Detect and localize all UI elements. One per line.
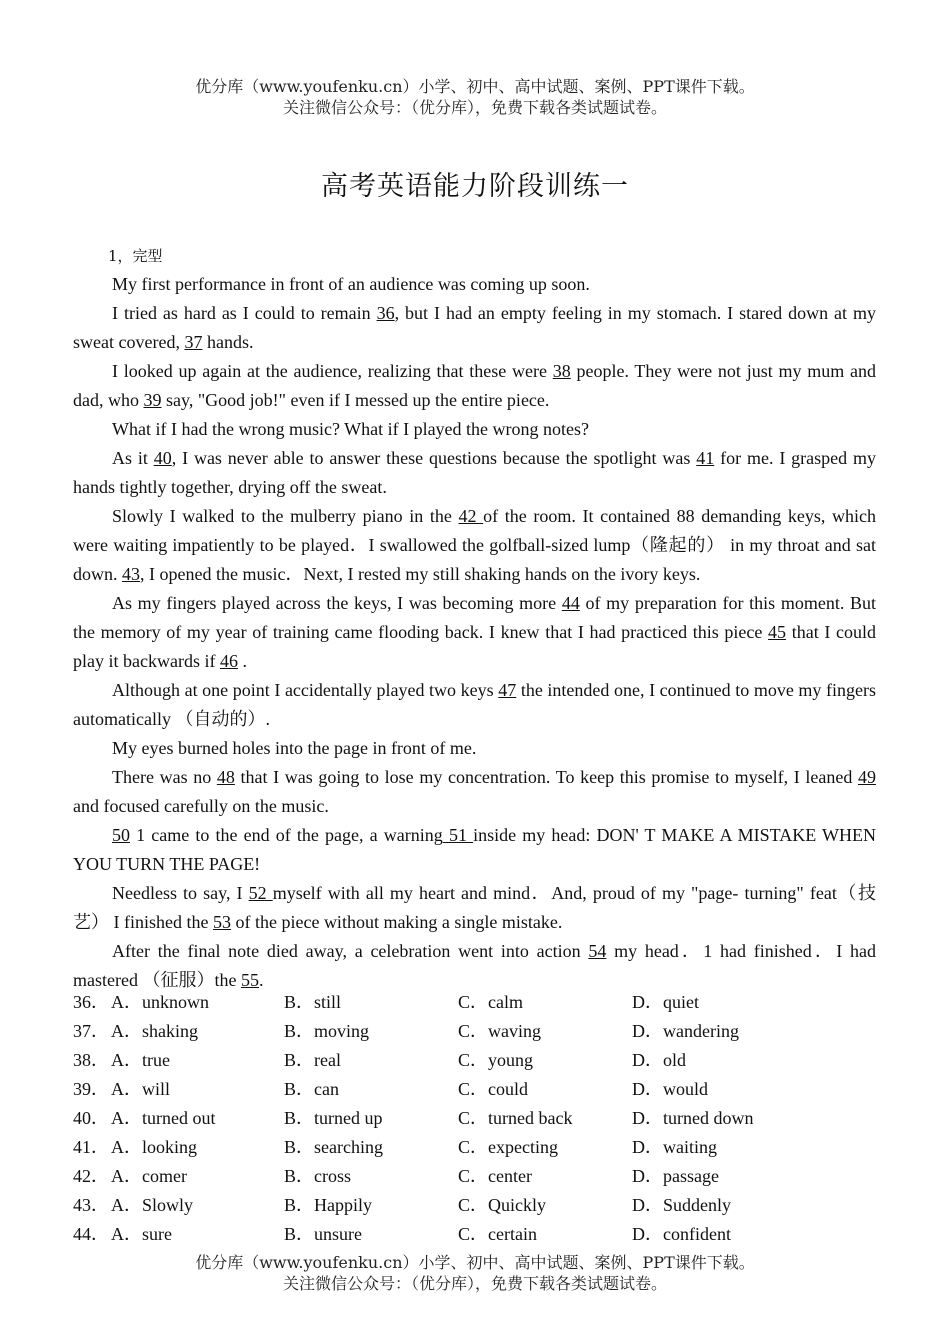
option-row bbox=[73, 1162, 893, 1191]
passage-text: . bbox=[258, 970, 264, 990]
option-c: C．Quickly bbox=[458, 1195, 546, 1215]
option-d: D．turned down bbox=[632, 1108, 754, 1128]
passage-text: There was no bbox=[112, 767, 217, 787]
passage-text: that I was going to lose my concentration. To keep this promise to myself, I leaned bbox=[234, 767, 858, 787]
option-b: B．cross bbox=[284, 1166, 351, 1186]
option-row bbox=[73, 1075, 893, 1104]
passage-text: my head．1 had finished．I had mastered （征服）the bbox=[73, 941, 876, 990]
passage-paragraph bbox=[73, 270, 876, 299]
passage-text: myself with all my heart and mind．And, proud of my "page- turning" feat（技艺） I finished the bbox=[73, 883, 876, 932]
passage-text: . bbox=[237, 651, 247, 671]
passage-text: of the piece without making a single mistake. bbox=[230, 912, 563, 932]
question-number: 38． bbox=[73, 1050, 109, 1070]
passage-text: inside my head: DON' T MAKE A MISTAKE WHEN YOU TURN THE PAGE! bbox=[73, 825, 876, 874]
passage-text: say, "Good job!" even if I messed up the entire piece. bbox=[161, 390, 550, 410]
blank-number: 50 bbox=[112, 825, 130, 845]
passage-text: As my fingers played across the keys, I was becoming more bbox=[112, 593, 562, 613]
passage-paragraph bbox=[73, 415, 876, 444]
question-number: 42． bbox=[73, 1166, 109, 1186]
option-d: D．old bbox=[632, 1050, 686, 1070]
passage-text: of the room. It contained 88 demanding keys, which were waiting impatiently to be played．I swallowed the golfball-sized lump（隆起的） in my throat and sat down. bbox=[73, 506, 877, 584]
document-title: 高考英语能力阶段训练一 bbox=[321, 171, 629, 202]
blank-number: 40 bbox=[153, 448, 172, 468]
option-c: C．certain bbox=[458, 1224, 537, 1244]
blank-number: 42 bbox=[458, 506, 484, 526]
question-number: 36． bbox=[73, 992, 109, 1012]
option-d: D．would bbox=[632, 1079, 708, 1099]
blank-number: 55 bbox=[240, 970, 259, 990]
footer-line-1: 优分库（www.youfenku.cn）小学、初中、高中试题、案例、PPT课件下载。 bbox=[195, 1253, 755, 1272]
option-d: D．quiet bbox=[632, 992, 699, 1012]
blank-number: 48 bbox=[216, 767, 235, 787]
passage-text: I looked up again at the audience, realizing that these were bbox=[112, 361, 553, 381]
option-row bbox=[73, 1046, 893, 1075]
question-number: 37． bbox=[73, 1021, 109, 1041]
page-header bbox=[0, 76, 950, 118]
blank-number: 54 bbox=[588, 941, 607, 961]
question-number: 39． bbox=[73, 1079, 109, 1099]
passage-text: people. They were not just my mum and dad, who bbox=[73, 361, 876, 410]
passage-text: What if I had the wrong music? What if I played the wrong notes? bbox=[112, 419, 590, 439]
passage-paragraph bbox=[73, 444, 876, 502]
option-d: D．waiting bbox=[632, 1137, 717, 1157]
blank-number: 37 bbox=[184, 332, 203, 352]
blank-number: 36 bbox=[376, 303, 395, 323]
option-row bbox=[73, 1220, 893, 1249]
passage-text: 1 came to the end of the page, a warning bbox=[130, 825, 443, 845]
passage-text: , I was never able to answer these questions because the spotlight was bbox=[171, 448, 697, 468]
option-b: B．unsure bbox=[284, 1224, 362, 1244]
question-number: 41． bbox=[73, 1137, 109, 1157]
option-b: B．still bbox=[284, 992, 342, 1012]
passage-paragraph bbox=[73, 299, 876, 357]
option-b: B．real bbox=[284, 1050, 341, 1070]
passage-text: that I could play it backwards if bbox=[73, 622, 876, 671]
passage-paragraph bbox=[73, 502, 876, 589]
passage-paragraph bbox=[73, 589, 876, 676]
passage-text: , but I had an empty feeling in my stomach. I stared down at my sweat covered, bbox=[73, 303, 876, 352]
blank-number: 46 bbox=[219, 651, 238, 671]
option-c: C．could bbox=[458, 1079, 528, 1099]
blank-number: 47 bbox=[498, 680, 517, 700]
passage-text: Although at one point I accidentally played two keys bbox=[112, 680, 499, 700]
option-a: A．comer bbox=[111, 1166, 187, 1186]
option-a: A．true bbox=[111, 1050, 170, 1070]
option-c: C．expecting bbox=[458, 1137, 558, 1157]
passage-paragraph bbox=[73, 937, 876, 995]
option-b: B．can bbox=[284, 1079, 339, 1099]
page-footer bbox=[0, 1252, 950, 1294]
passage-paragraph bbox=[73, 357, 876, 415]
option-c: C．waving bbox=[458, 1021, 541, 1041]
passage-text: As it bbox=[112, 448, 154, 468]
blank-number: 51 bbox=[442, 825, 474, 845]
blank-number: 41 bbox=[696, 448, 715, 468]
blank-number: 44 bbox=[561, 593, 580, 613]
passage-text: My first performance in front of an audience was coming up soon. bbox=[112, 274, 590, 294]
passage-text: , I opened the music．Next, I rested my still shaking hands on the ivory keys. bbox=[140, 564, 701, 584]
passage-text: and focused carefully on the music. bbox=[73, 796, 329, 816]
footer-line-2: 关注微信公众号：（优分库），免费下载各类试题试卷。 bbox=[282, 1274, 667, 1293]
passage-text: After the final note died away, a celebration went into action bbox=[112, 941, 589, 961]
option-b: B．moving bbox=[284, 1021, 370, 1041]
passage-paragraph bbox=[73, 821, 876, 879]
blank-number: 38 bbox=[552, 361, 571, 381]
passage-text: for me. I grasped my hands tightly together, drying off the sweat. bbox=[73, 448, 877, 497]
option-b: B．turned up bbox=[284, 1108, 383, 1128]
passage-text: Needless to say, I bbox=[112, 883, 249, 903]
blank-number: 49 bbox=[858, 767, 876, 787]
option-a: A．will bbox=[111, 1079, 171, 1099]
option-row bbox=[73, 988, 893, 1017]
option-d: D．wandering bbox=[632, 1021, 739, 1041]
option-c: C．calm bbox=[458, 992, 523, 1012]
option-c: C．center bbox=[458, 1166, 532, 1186]
option-row bbox=[73, 1191, 893, 1220]
blank-number: 45 bbox=[768, 622, 787, 642]
header-line-2: 关注微信公众号：（优分库），免费下载各类试题试卷。 bbox=[282, 98, 667, 117]
section-label: 1，完型 bbox=[108, 247, 163, 265]
passage-text: My eyes burned holes into the page in front of me. bbox=[112, 738, 477, 758]
passage-paragraph bbox=[73, 879, 876, 937]
passage-text: hands. bbox=[202, 332, 254, 352]
header-line-1: 优分库（www.youfenku.cn）小学、初中、高中试题、案例、PPT课件下载。 bbox=[195, 77, 755, 96]
option-b: B．Happily bbox=[284, 1195, 372, 1215]
option-d: D．passage bbox=[632, 1166, 719, 1186]
option-row bbox=[73, 1017, 893, 1046]
option-d: D．confident bbox=[632, 1224, 731, 1244]
passage-text: Slowly I walked to the mulberry piano in the bbox=[112, 506, 459, 526]
passage-paragraph bbox=[73, 676, 876, 734]
question-number: 43． bbox=[73, 1195, 109, 1215]
question-number: 40． bbox=[73, 1108, 109, 1128]
option-a: A．turned out bbox=[111, 1108, 216, 1128]
question-number: 44． bbox=[73, 1224, 109, 1244]
passage-paragraph bbox=[73, 763, 876, 821]
option-c: C．young bbox=[458, 1050, 534, 1070]
cloze-passage bbox=[73, 270, 876, 995]
passage-text: the intended one, I continued to move my fingers automatically （自动的）. bbox=[73, 680, 876, 729]
blank-number: 39 bbox=[143, 390, 162, 410]
options-list bbox=[73, 988, 893, 1249]
option-a: A．sure bbox=[111, 1224, 172, 1244]
option-a: A．Slowly bbox=[111, 1195, 194, 1215]
blank-number: 52 bbox=[248, 883, 273, 903]
blank-number: 43 bbox=[122, 564, 140, 584]
option-a: A．unknown bbox=[111, 992, 209, 1012]
option-a: A．shaking bbox=[111, 1021, 198, 1041]
passage-paragraph bbox=[73, 734, 876, 763]
passage-text: of my preparation for this moment. But the memory of my year of training came flooding back. I knew that I had practiced this piece bbox=[73, 593, 877, 642]
option-d: D．Suddenly bbox=[632, 1195, 731, 1215]
option-row bbox=[73, 1133, 893, 1162]
blank-number: 53 bbox=[212, 912, 231, 932]
option-c: C．turned back bbox=[458, 1108, 573, 1128]
option-a: A．looking bbox=[111, 1137, 198, 1157]
option-row bbox=[73, 1104, 893, 1133]
option-b: B．searching bbox=[284, 1137, 383, 1157]
passage-text: I tried as hard as I could to remain bbox=[112, 303, 377, 323]
